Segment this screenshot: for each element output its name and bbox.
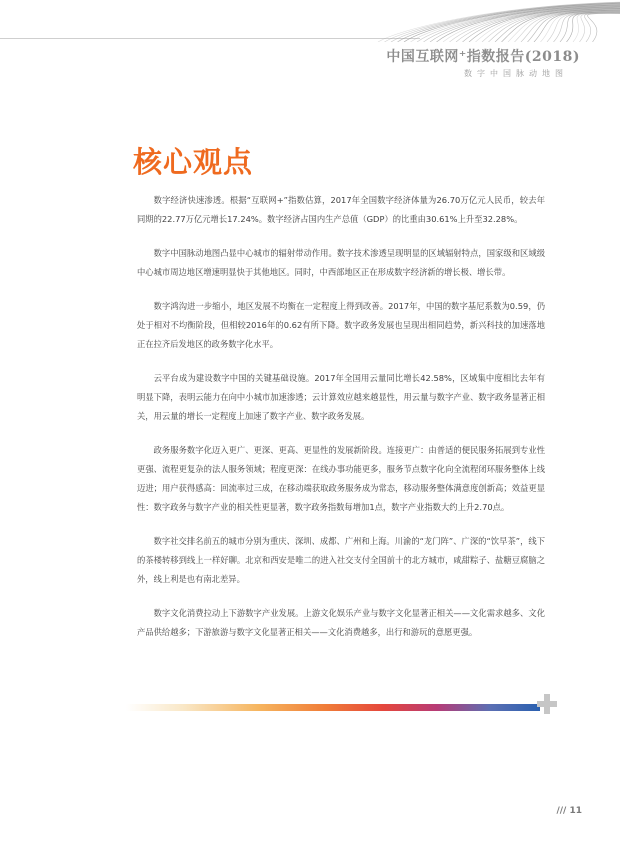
report-title: 中国互联网⁺指数报告(2018) [386,49,580,65]
paragraph-digital-divide: 数字鸿沟进一步缩小，地区发展不均衡在一定程度上得到改善。2017年，中国的数字基尼系数为0.59，仍处于相对不均衡阶段，但相较2016年的0.62有所下降。数字政务发展也呈现出相同趋势，新兴科技的加速落地正在拉齐后发地区的政务数字化水平。 [137,301,545,349]
paragraph-pulse-map: 数字中国脉动地图凸显中心城市的辐射带动作用。数字技术渗透呈现明显的区域辐射特点，国家级和区域级中心城市周边地区增速明显快于其他地区。同时，中西部地区正在形成数字经济新的增长极、增长带。 [137,248,545,277]
gradient-divider-bar [126,704,540,711]
page-number: /// 11 [556,806,582,816]
paragraph-digital-culture: 数字文化消费拉动上下游数字产业发展。上游文化娱乐产业与数字文化显著正相关——文化需求越多、文化产品供给越多；下游旅游与数字文化显著正相关——文化消费越多，出行和游玩的意愿更强。 [137,608,545,637]
plus-icon [537,694,557,714]
key-points-content [137,191,545,657]
paragraph-digital-social: 数字社交排名前五的城市分别为重庆、深圳、成都、广州和上海。川渝的“龙门阵”、广深的“饮早茶”，线下的茶楼转移到线上一样好聊。北京和西安是唯二的进入社交支付全国前十的北方城市，咸甜粽子、盐糖豆腐脑之外，线上利是也有南北差异。 [137,536,545,584]
report-subtitle: 数字中国脉动地图 [464,69,568,78]
paragraph-digital-economy: 数字经济快速渗透。根据“互联网+”指数估算，2017年全国数字经济体量为26.70万亿元人民币，较去年同期的22.77万亿元增长17.24%。数字经济占国内生产总值（GDP）的比重由30.61%上升至32.28%。 [137,195,545,224]
header-rule [0,38,420,39]
header-wave-graphic [368,0,620,42]
paragraph-cloud-platform: 云平台成为建设数字中国的关键基础设施。2017年全国用云量同比增长42.58%，区域集中度相比去年有明显下降，表明云能力在向中小城市加速渗透；云计算效应越来越显性，用云量与数字产业、数字政务显著正相关，用云量的增长一定程度上加速了数字产业、数字政务发展。 [137,373,545,421]
paragraph-government-services: 政务服务数字化迈入更广、更深、更高、更显性的发展新阶段。连接更广：由普适的便民服务拓展到专业性更强、流程更复杂的法人服务领域；程度更深：在线办事功能更多，服务节点数字化向全流程闭环服务整体上线迈进；用户获得感高：回流率过三成，在移动端获取政务服务成为常态，移动服务整体满意度创新高；效益更显性：数字政务与数字产业的相关性更显著，数字政务指数每增加1点，数字产业指数大约上升2.70点。 [137,445,545,512]
page-title: 核心观点 [133,145,254,179]
